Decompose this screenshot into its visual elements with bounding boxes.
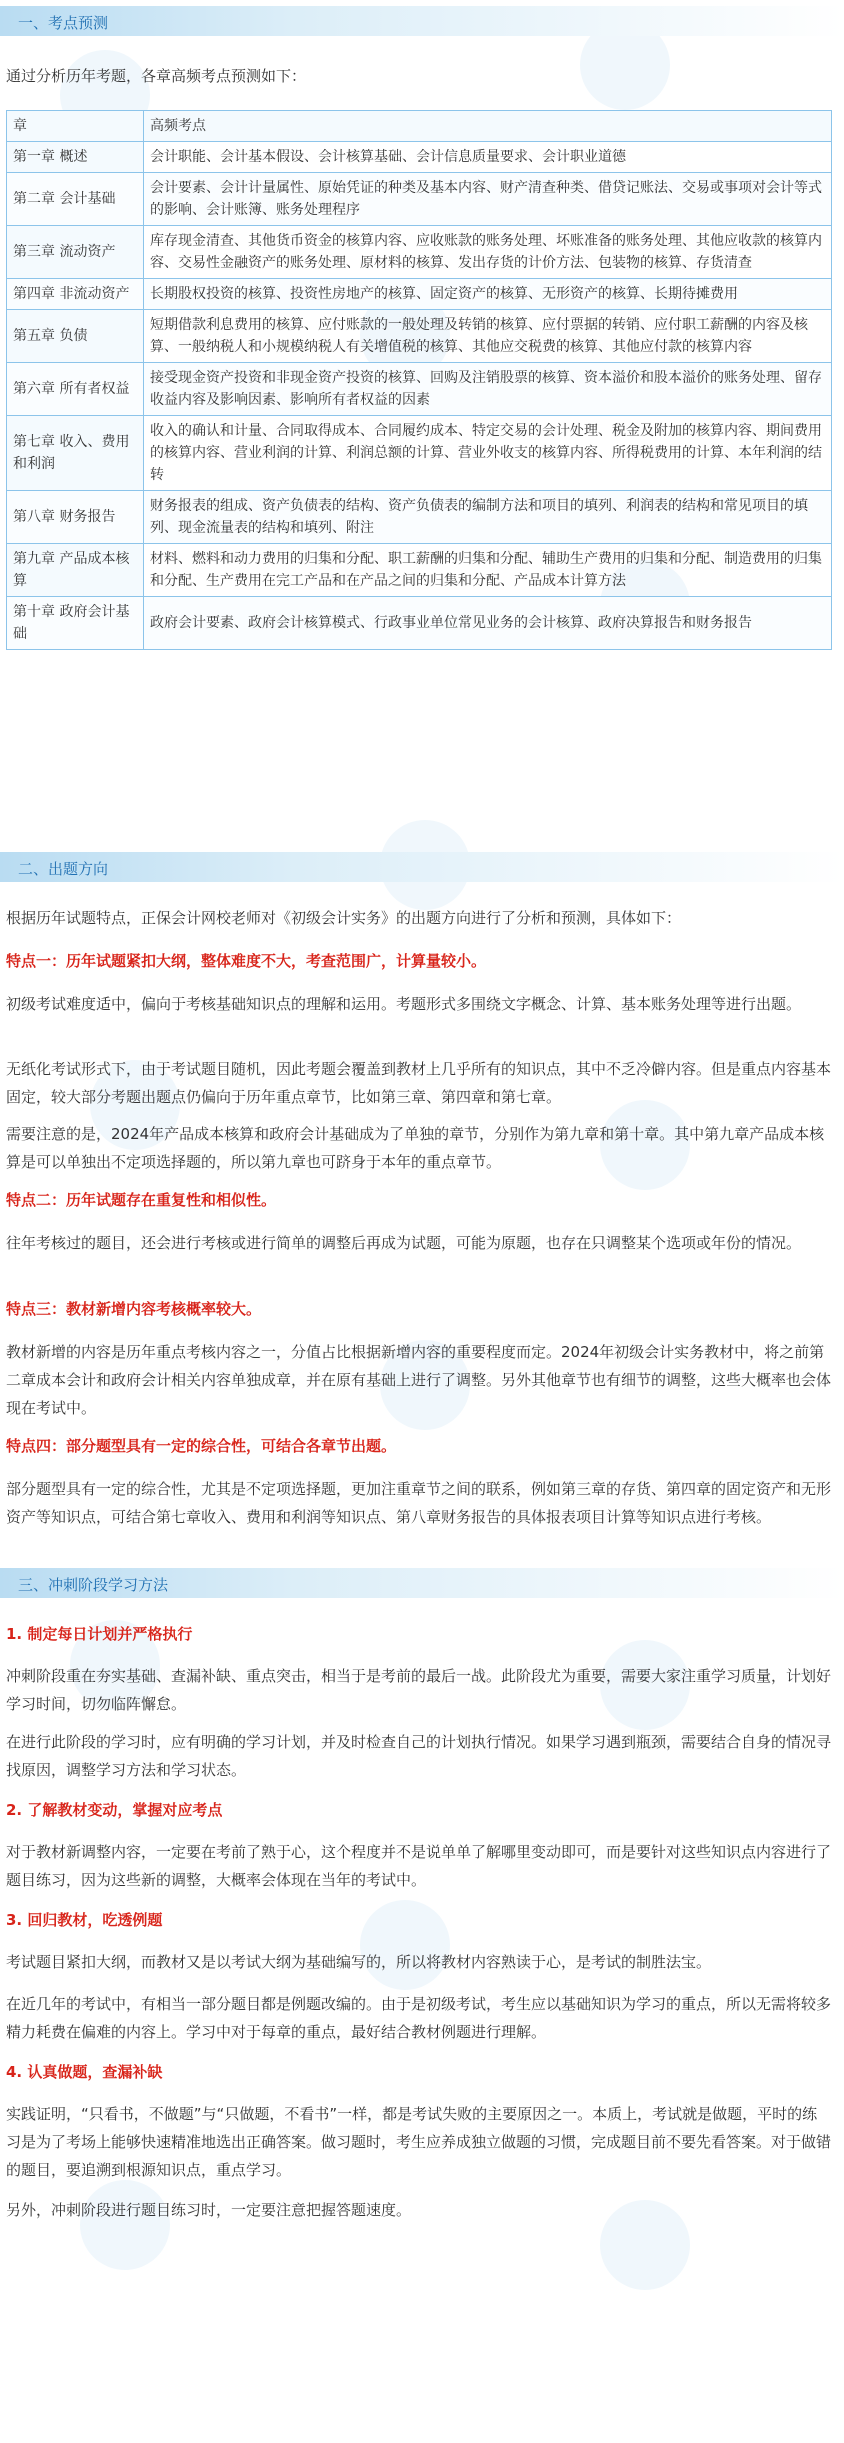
key-points-cell: 政府会计要素、政府会计核算模式、行政事业单位常见业务的会计核算、政府决算报告和财务报告 — [144, 597, 832, 650]
section-header-study-methods — [0, 1568, 844, 1598]
paragraph: 实践证明，“只看书，不做题”与“只做题，不看书”一样，都是考试失败的主要原因之一。本质上，考试就是做题，平时的练习是为了考场上能够快速精准地选出正确答案。做习题时，考生应养成独立做题的习惯，完成题目前不要先看答案。对于做错的题目，要追溯到根源知识点，重点学习。 — [6, 2105, 832, 2179]
feature-title: 特点二：历年试题存在重复性和相似性。 — [6, 1191, 277, 1209]
table-row — [7, 491, 832, 544]
chapter-cell: 第六章 所有者权益 — [7, 363, 144, 416]
chapter-cell: 第二章 会计基础 — [7, 173, 144, 226]
table-row — [7, 416, 832, 491]
column-header-key-points: 高频考点 — [144, 111, 832, 142]
table-header-row — [7, 111, 832, 142]
paragraph: 往年考核过的题目，还会进行考核或进行简单的调整后再成为试题，可能为原题，也存在只调整某个选项或年份的情况。 — [6, 1234, 802, 1252]
paragraph: 冲刺阶段重在夯实基础、查漏补缺、重点突击，相当于是考前的最后一战。此阶段尤为重要，需要大家注重学习质量，计划好学习时间，切勿临阵懈怠。 — [6, 1667, 832, 1713]
paragraph: 需要注意的是，2024年产品成本核算和政府会计基础成为了单独的章节，分别作为第九章和第十章。其中第九章产品成本核算是可以单独出不定项选择题的，所以第九章也可跻身于本年的重点章节。 — [6, 1125, 825, 1171]
key-points-cell: 接受现金资产投资和非现金资产投资的核算、回购及注销股票的核算、资本溢价和股本溢价的账务处理、留存收益内容及影响因素、影响所有者权益的因素 — [144, 363, 832, 416]
section-title: 三、冲刺阶段学习方法 — [18, 1576, 169, 1594]
key-points-cell: 财务报表的组成、资产负债表的结构、资产负债表的编制方法和项目的填列、利润表的结构和常见项目的填列、现金流量表的结构和填列、附注 — [144, 491, 832, 544]
section-title: 二、出题方向 — [18, 860, 109, 878]
method-title: 4. 认真做题，查漏补缺 — [6, 2063, 163, 2081]
section-header-exam-direction — [0, 852, 844, 882]
chapter-cell: 第三章 流动资产 — [7, 226, 144, 279]
paragraph: 在近几年的考试中，有相当一部分题目都是例题改编的。由于是初级考试，考生应以基础知识为学习的重点，所以无需将较多精力耗费在偏难的内容上。学习中对于每章的重点，最好结合教材例题进行理解。 — [6, 1995, 832, 2041]
section-intro: 通过分析历年考题，各章高频考点预测如下： — [6, 67, 307, 85]
paragraph: 部分题型具有一定的综合性，尤其是不定项选择题，更加注重章节之间的联系，例如第三章的存货、第四章的固定资产和无形资产等知识点，可结合第七章收入、费用和利润等知识点、第八章财务报告的具体报表项目计算等知识点进行考核。 — [6, 1480, 832, 1526]
key-points-cell: 长期股权投资的核算、投资性房地产的核算、固定资产的核算、无形资产的核算、长期待摊费用 — [144, 279, 832, 310]
paragraph: 初级考试难度适中，偏向于考核基础知识点的理解和运用。考题形式多围绕文字概念、计算、基本账务处理等进行出题。 — [6, 995, 802, 1013]
chapter-cell: 第一章 概述 — [7, 142, 144, 173]
chapter-cell: 第四章 非流动资产 — [7, 279, 144, 310]
paragraph: 考试题目紧扣大纲，而教材又是以考试大纲为基础编写的，所以将教材内容熟读于心，是考试的制胜法宝。 — [6, 1953, 712, 1971]
column-header-chapter: 章 — [7, 111, 144, 142]
table-row — [7, 544, 832, 597]
feature-title: 特点三：教材新增内容考核概率较大。 — [6, 1300, 262, 1318]
feature-title: 特点四：部分题型具有一定的综合性，可结合各章节出题。 — [6, 1437, 397, 1455]
key-points-cell: 库存现金清查、其他货币资金的核算内容、应收账款的账务处理、坏账准备的账务处理、其他应收款的核算内容、交易性金融资产的账务处理、原材料的核算、发出存货的计价方法、包装物的核算、存货清查 — [144, 226, 832, 279]
method-title: 1. 制定每日计划并严格执行 — [6, 1625, 193, 1643]
table-row — [7, 363, 832, 416]
chapter-cell: 第九章 产品成本核算 — [7, 544, 144, 597]
section-header-forecast — [0, 6, 844, 36]
paragraph: 对于教材新调整内容，一定要在考前了熟于心，这个程度并不是说单单了解哪里变动即可，而是要针对这些知识点内容进行了题目练习，因为这些新的调整，大概率会体现在当年的考试中。 — [6, 1843, 832, 1889]
watermark-circle — [80, 2180, 170, 2270]
method-title: 3. 回归教材，吃透例题 — [6, 1911, 163, 1929]
table-row — [7, 173, 832, 226]
chapter-cell: 第七章 收入、费用和利润 — [7, 416, 144, 491]
key-points-cell: 会计职能、会计基本假设、会计核算基础、会计信息质量要求、会计职业道德 — [144, 142, 832, 173]
table-row — [7, 226, 832, 279]
method-title: 2. 了解教材变动，掌握对应考点 — [6, 1801, 223, 1819]
paragraph: 教材新增的内容是历年重点考核内容之一，分值占比根据新增内容的重要程度而定。2024年初级会计实务教材中，将之前第二章成本会计和政府会计相关内容单独成章，并在原有基础上进行了调整。另外其他章节也有细节的调整，这些大概率也会体现在考试中。 — [6, 1343, 832, 1417]
key-points-cell: 收入的确认和计量、合同取得成本、合同履约成本、特定交易的会计处理、税金及附加的核算内容、期间费用的核算内容、营业利润的计算、利润总额的计算、营业外收支的核算内容、所得税费用的计算、本年利润的结转 — [144, 416, 832, 491]
chapter-cell: 第五章 负债 — [7, 310, 144, 363]
paragraph: 无纸化考试形式下，由于考试题目随机，因此考题会覆盖到教材上几乎所有的知识点，其中不乏冷僻内容。但是重点内容基本固定，较大部分考题出题点仍偏向于历年重点章节，比如第三章、第四章和第七章。 — [6, 1060, 832, 1106]
table-row — [7, 597, 832, 650]
table-row — [7, 142, 832, 173]
chapter-cell: 第八章 财务报告 — [7, 491, 144, 544]
paragraph: 另外，冲刺阶段进行题目练习时，一定要注意把握答题速度。 — [6, 2201, 412, 2219]
paragraph: 在进行此阶段的学习时，应有明确的学习计划，并及时检查自己的计划执行情况。如果学习遇到瓶颈，需要结合自身的情况寻找原因，调整学习方法和学习状态。 — [6, 1733, 832, 1779]
key-points-table — [6, 110, 832, 650]
feature-title: 特点一：历年试题紧扣大纲，整体难度不大，考查范围广，计算量较小。 — [6, 952, 487, 970]
section-intro: 根据历年试题特点，正保会计网校老师对《初级会计实务》的出题方向进行了分析和预测，具体如下： — [6, 909, 682, 927]
key-points-cell: 材料、燃料和动力费用的归集和分配、职工薪酬的归集和分配、辅助生产费用的归集和分配、制造费用的归集和分配、生产费用在完工产品和在产品之间的归集和分配、产品成本计算方法 — [144, 544, 832, 597]
table-row — [7, 310, 832, 363]
table-row — [7, 279, 832, 310]
chapter-cell: 第十章 政府会计基础 — [7, 597, 144, 650]
key-points-cell: 短期借款利息费用的核算、应付账款的一般处理及转销的核算、应付票据的转销、应付职工薪酬的内容及核算、一般纳税人和小规模纳税人有关增值税的核算、其他应交税费的核算、其他应付款的核算内容 — [144, 310, 832, 363]
section-title: 一、考点预测 — [18, 14, 109, 32]
key-points-cell: 会计要素、会计计量属性、原始凭证的种类及基本内容、财产清查种类、借贷记账法、交易或事项对会计等式的影响、会计账簿、账务处理程序 — [144, 173, 832, 226]
